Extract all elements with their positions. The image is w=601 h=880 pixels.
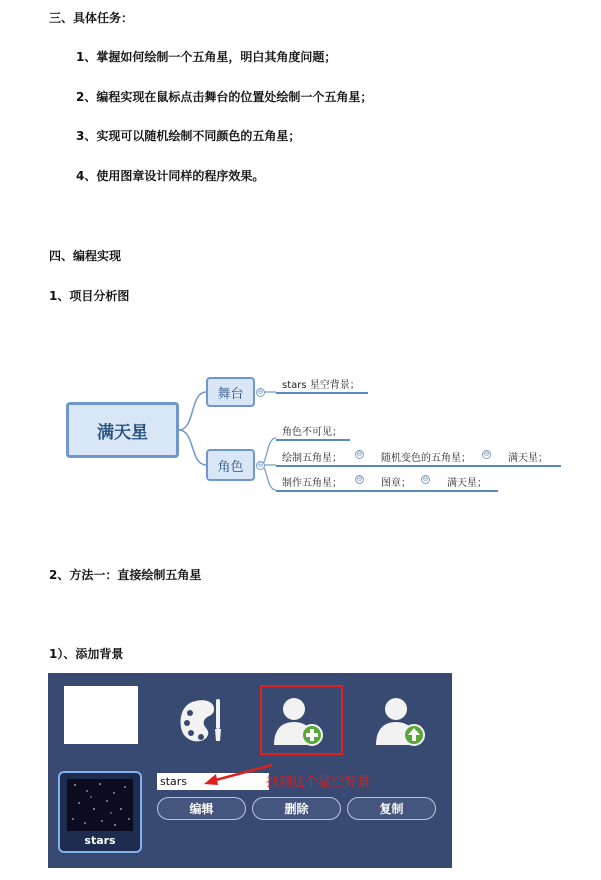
annotation-text: 找到这个星空背景 bbox=[266, 775, 371, 790]
subsection-add-backdrop-title: 1）、添加背景 bbox=[49, 647, 124, 661]
starry-sky-thumbnail bbox=[67, 779, 133, 831]
highlight-box bbox=[260, 685, 343, 755]
section-3-title: 三、具体任务： bbox=[49, 11, 134, 25]
leaf-underline bbox=[276, 465, 561, 467]
paint-palette-icon[interactable] bbox=[176, 695, 224, 747]
mind-map-stage-node: 舞台 bbox=[206, 377, 255, 407]
role-leaf-1: 角色不可见； bbox=[282, 427, 342, 438]
collapse-icon: ⊖ bbox=[257, 388, 264, 396]
task-item-1: 1、掌握如何绘制一个五角星，明白其角度问题； bbox=[76, 50, 337, 64]
upload-person-icon[interactable] bbox=[374, 695, 428, 747]
mind-map-role-node: 角色 bbox=[206, 449, 255, 481]
role-leaf-full-sky-2: 满天星； bbox=[447, 478, 487, 489]
role-leaf-draw-star: 绘制五角星； bbox=[282, 453, 342, 464]
collapse-icon: ⊖ bbox=[257, 461, 264, 469]
leaf-underline bbox=[276, 392, 368, 394]
role-leaf-make-star: 制作五角星； bbox=[282, 478, 342, 489]
stage-leaf: stars 星空背景； bbox=[282, 380, 360, 391]
mind-map-root: 满天星 bbox=[66, 402, 179, 458]
role-leaf-random-color-star: 随机变色的五角星； bbox=[381, 453, 471, 464]
role-leaf-stamp: 图章； bbox=[381, 478, 411, 489]
copy-button[interactable]: 复制 bbox=[347, 797, 436, 820]
backdrop-card-stars[interactable] bbox=[58, 771, 142, 853]
backdrop-card-label: stars bbox=[84, 834, 116, 847]
backdrop-panel bbox=[48, 673, 452, 868]
collapse-icon: ⊖ bbox=[356, 450, 363, 458]
delete-button[interactable]: 删除 bbox=[252, 797, 341, 820]
leaf-underline bbox=[276, 490, 498, 492]
task-item-2: 2、编程实现在鼠标点击舞台的位置处绘制一个五角星； bbox=[76, 90, 373, 104]
subsection-method-title: 2、方法一：直接绘制五角星 bbox=[49, 568, 202, 582]
task-item-4: 4、使用图章设计同样的程序效果。 bbox=[76, 169, 265, 183]
subsection-analysis-title: 1、项目分析图 bbox=[49, 289, 130, 303]
stage-thumbnail[interactable] bbox=[64, 686, 138, 744]
task-item-3: 3、实现可以随机绘制不同颜色的五角星； bbox=[76, 129, 301, 143]
edit-button[interactable]: 编辑 bbox=[157, 797, 246, 820]
collapse-icon: ⊖ bbox=[422, 475, 429, 483]
section-4-title: 四、编程实现 bbox=[49, 249, 122, 263]
role-leaf-full-sky-1: 满天星； bbox=[508, 453, 548, 464]
leaf-underline bbox=[276, 439, 350, 441]
collapse-icon: ⊖ bbox=[356, 475, 363, 483]
collapse-icon: ⊖ bbox=[483, 450, 490, 458]
